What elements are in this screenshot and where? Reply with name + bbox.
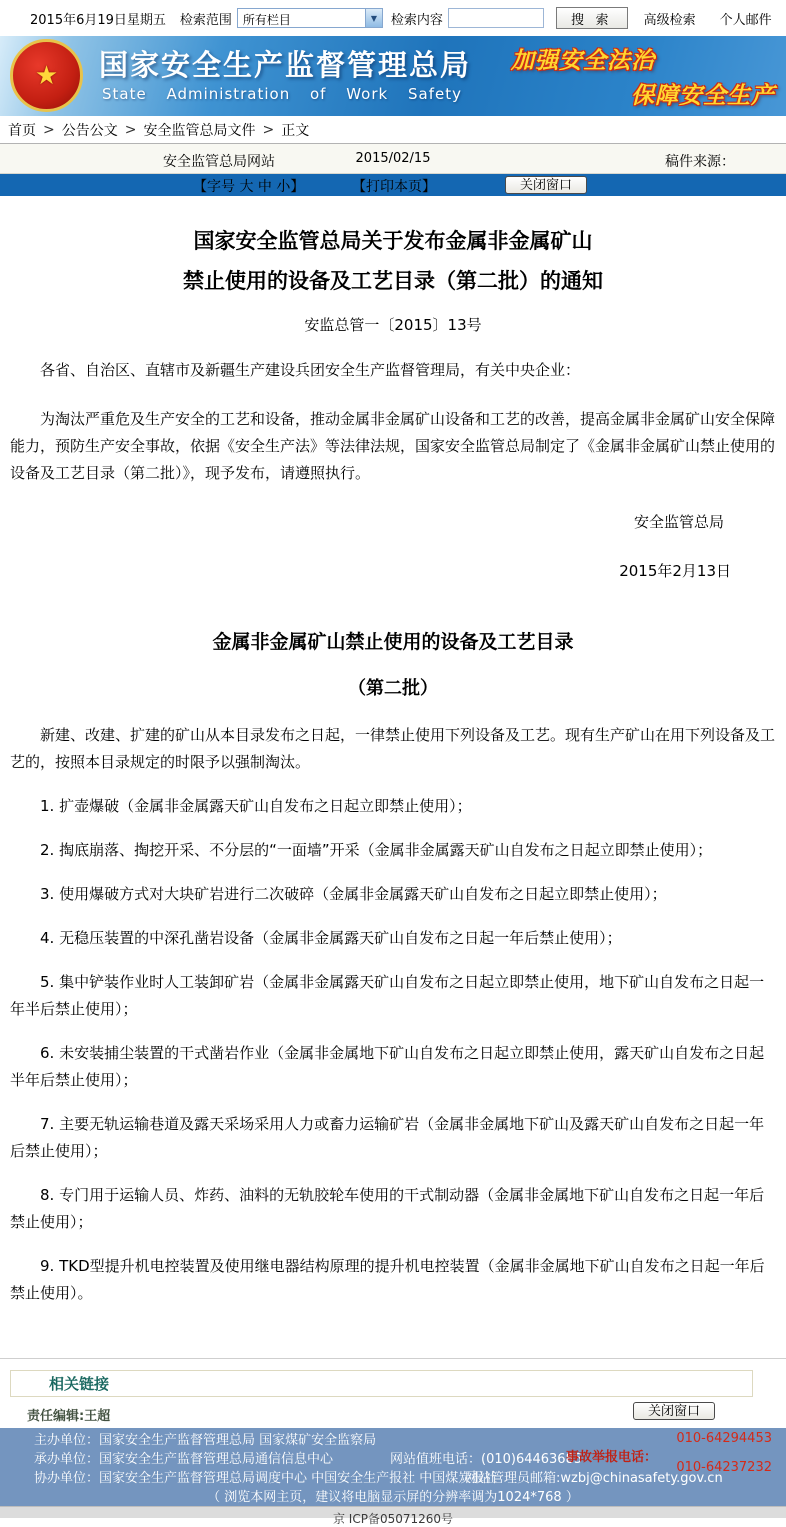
catalog-item-8: 8. 专门用于运输人员、炸药、油料的无轨胶轮车使用的干式制动器（金属非金属地下矿山自发布之日起一年后禁止使用）； <box>10 1186 765 1231</box>
search-scope-label: 检索范围 <box>179 12 232 28</box>
close-window-button[interactable]: 关闭窗口 <box>505 176 587 194</box>
top-utility-bar <box>0 0 786 36</box>
search-button[interactable]: 搜 索 <box>556 7 628 29</box>
article-title-line1: 国家安全监管总局关于发布金属非金属矿山 <box>193 229 593 253</box>
catalog-item-1: 1. 扩壶爆破（金属非金属露天矿山自发布之日起立即禁止使用）； <box>40 797 472 815</box>
accident-report-phone2: 010-64237232 <box>676 1460 772 1475</box>
chevron-down-icon: ▼ <box>365 9 382 27</box>
site-footer <box>0 1428 786 1506</box>
site-title-english: State Administration of Work Safety <box>102 85 462 103</box>
breadcrumb <box>0 116 786 144</box>
breadcrumb-separator: > <box>262 121 275 138</box>
article-body <box>0 196 786 1358</box>
article-title-line2: 禁止使用的设备及工艺目录（第二批）的通知 <box>183 269 603 293</box>
responsible-editor: 责任编辑:王超 <box>27 1409 111 1424</box>
footer-co-organizer: 协办单位：国家安全生产监督管理总局调度中心 中国安全生产报社 中国煤炭报社 <box>34 1471 498 1486</box>
catalog-item-3: 3. 使用爆破方式对大块矿岩进行二次破碎（金属非金属露天矿山自发布之日起立即禁止使用）； <box>40 885 667 903</box>
star-icon: ★ <box>34 60 59 91</box>
source-site-name: 安全监管总局网站 <box>163 154 275 170</box>
catalog-title-line1: 金属非金属矿山禁止使用的设备及工艺目录 <box>212 631 574 653</box>
footer-organizer: 承办单位：国家安全生产监督管理总局通信信息中心 <box>34 1452 334 1467</box>
slogan-line1: 加强安全法治 <box>511 48 655 74</box>
advanced-search-link[interactable]: 高级检索 <box>643 12 696 28</box>
print-page-button[interactable]: 【打印本页】 <box>352 179 436 195</box>
catalog-item-6: 6. 未安装捕尘装置的干式凿岩作业（金属非金属地下矿山自发布之日起立即禁止使用，露天矿山自发布之日起半年后禁止使用）； <box>10 1044 765 1089</box>
editor-row <box>0 1401 786 1425</box>
signature-date: 2015年2月13日 <box>619 562 731 580</box>
catalog-item-5: 5. 集中铲装作业时人工装卸矿岩（金属非金属露天矿山自发布之日起立即禁止使用，地下矿山自发布之日起一年半后禁止使用）； <box>10 973 765 1018</box>
icp-record-strip <box>0 1506 786 1526</box>
search-scope-select[interactable] <box>237 8 383 28</box>
related-links-title: 相关链接 <box>49 1375 110 1393</box>
slogan-line2: 保障安全生产 <box>631 83 775 109</box>
search-input[interactable] <box>448 8 544 28</box>
site-header-banner <box>0 36 786 116</box>
icp-record-number: 京 ICP备05071260号 <box>332 1512 454 1526</box>
close-window-button-bottom[interactable]: 关闭窗口 <box>633 1402 715 1420</box>
agency-emblem-logo <box>10 39 83 112</box>
catalog-intro-paragraph: 新建、改建、扩建的矿山从本目录发布之日起，一律禁止使用下列设备及工艺。现有生产矿山在用下列设备及工艺的，按照本目录规定的时限予以强制淘汰。 <box>10 726 776 771</box>
catalog-item-9: 9. TKD型提升机电控装置及使用继电器结构原理的提升机电控装置（金属非金属地下矿山自发布之日起一年后禁止使用）。 <box>10 1257 765 1302</box>
site-title-chinese: 国家安全生产监督管理总局 <box>99 48 472 82</box>
breadcrumb-current-page: 正文 <box>281 122 310 139</box>
salutation-paragraph: 各省、自治区、直辖市及新疆生产建设兵团安全生产监督管理局，有关中央企业： <box>40 361 581 379</box>
search-scope-value: 所有栏目 <box>242 13 291 27</box>
document-number: 安监总管一〔2015〕13号 <box>304 316 482 334</box>
publish-date: 2015/02/15 <box>355 151 431 166</box>
personal-mail-link[interactable]: 个人邮件 <box>719 12 772 28</box>
breadcrumb-home[interactable]: 首页 <box>8 122 36 139</box>
catalog-item-7: 7. 主要无轨运输巷道及露天采场采用人力或畜力运输矿岩（金属非金属地下矿山及露天矿山自发布之日起一年后禁止使用）； <box>10 1115 765 1160</box>
pre-footer-section <box>0 1358 786 1428</box>
manuscript-source-label: 稿件来源： <box>665 154 735 170</box>
footer-resolution-note: （ 浏览本网主页，建议将电脑显示屏的分辨率调为1024*768 ） <box>207 1490 579 1505</box>
breadcrumb-announcements[interactable]: 公告公文 <box>61 122 118 139</box>
accident-report-block <box>566 1431 778 1479</box>
current-date: 2015年6月19日星期五 <box>30 12 166 28</box>
breadcrumb-separator: > <box>43 121 55 138</box>
duty-phone: 网站值班电话：(010)64463685 <box>390 1452 583 1467</box>
catalog-title-line2: （第二批） <box>348 678 438 699</box>
article-meta-bar <box>0 144 786 174</box>
search-content-label: 检索内容 <box>390 12 443 28</box>
site-search <box>180 7 772 29</box>
footer-line1: 主办单位：国家安全生产监督管理总局 国家煤矿安全监察局 <box>34 1433 377 1448</box>
related-links-box <box>10 1370 753 1397</box>
signature-agency: 安全监管总局 <box>633 513 724 531</box>
article-toolbar <box>0 174 786 196</box>
catalog-item-4: 4. 无稳压装置的中深孔凿岩设备（金属非金属露天矿山自发布之日起一年后禁止使用）； <box>40 929 622 947</box>
breadcrumb-agency-documents[interactable]: 安全监管总局文件 <box>143 122 256 139</box>
accident-report-label: 事故举报电话： <box>566 1450 658 1465</box>
breadcrumb-separator: > <box>124 121 137 138</box>
intro-paragraph: 为淘汰严重危及生产安全的工艺和设备，推动金属非金属矿山设备和工艺的改善，提高金属非金属矿山安全保障能力，预防生产安全事故，依据《安全生产法》等法律法规，国家安全监管总局制定了《金属非金属矿山禁止使用的设备及工艺目录（第二批）》，现予发布，请遵照执行。 <box>10 410 776 482</box>
font-size-controls[interactable]: 【字号 大 中 小】 <box>193 179 305 195</box>
webmaster-email[interactable]: 网站管理员邮箱:wzbj@chinasafety.gov.cn <box>465 1471 723 1486</box>
catalog-item-2: 2. 掏底崩落、掏挖开采、不分层的“一面墙”开采（金属非金属露天矿山自发布之日起立即禁止使用）； <box>40 841 713 859</box>
accident-report-phone1: 010-64294453 <box>676 1431 772 1446</box>
